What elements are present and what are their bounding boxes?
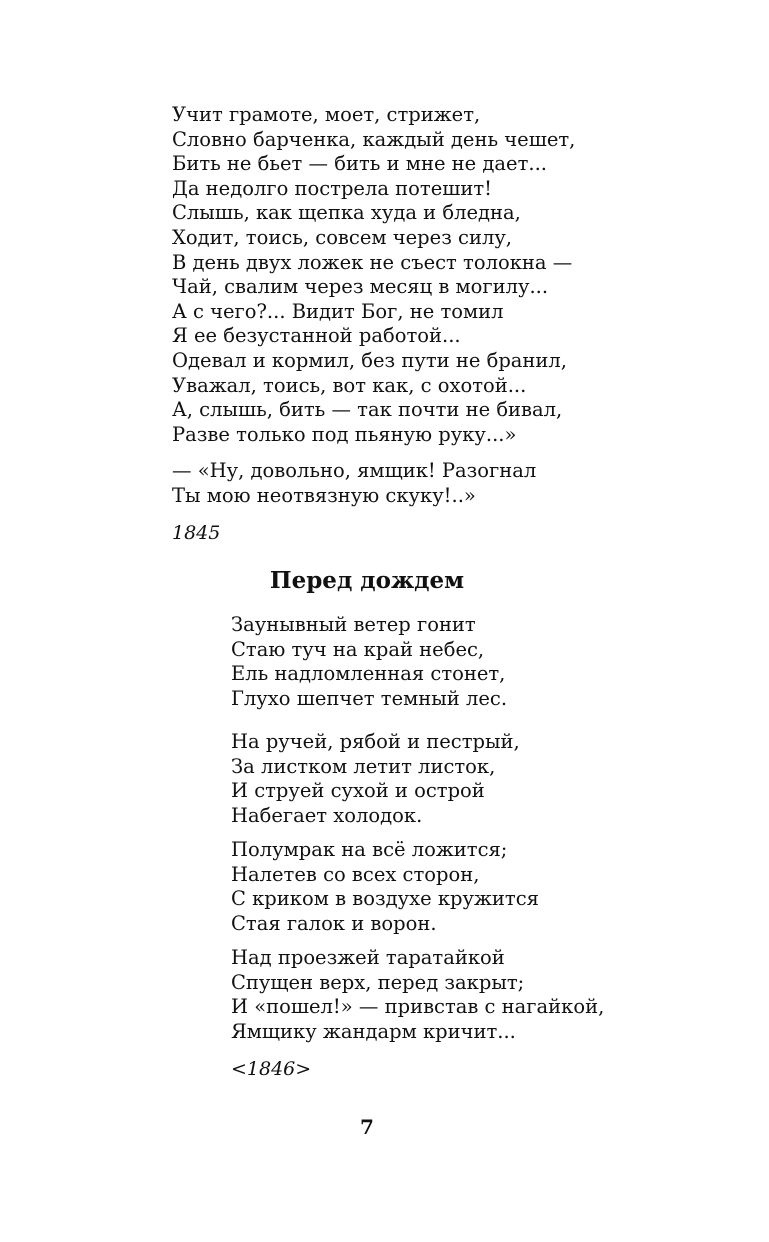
poem-line: В день двух ложек не съест толокна —	[172, 250, 573, 274]
poem-line: Ель надломленная стонет,	[231, 662, 506, 686]
poem-line: Ты мою неотвязную скуку!..»	[172, 483, 476, 507]
poem-line: Одевал и кормил, без пути не бранил,	[172, 348, 568, 372]
poem-stanza	[231, 946, 604, 1044]
poem-line: Учит грамоте, моет, стрижет,	[172, 103, 481, 126]
poem-stanza	[172, 459, 536, 508]
page-number: 7	[360, 1115, 374, 1139]
poem-line: Ямщику жандарм кричит...	[231, 1019, 516, 1043]
poem-line: Уважал, тоись, вот как, с охотой...	[172, 373, 527, 397]
poem-line: С криком в воздухе кружится	[231, 887, 539, 911]
poem-line: И струей сухой и острой	[231, 779, 485, 803]
poem-line: И «пошел!» — привстав с нагайкой,	[231, 995, 605, 1019]
poem-line: Над проезжей таратайкой	[231, 946, 505, 969]
poem-line: Полумрак на всё ложится;	[231, 838, 508, 861]
poem-stanza	[172, 103, 575, 447]
poem-line: За листком летит листок,	[231, 754, 496, 778]
poem-line: Набегает холодок.	[231, 803, 423, 827]
poem-line: Чай, свалим через месяц в могилу...	[172, 275, 549, 299]
poem-title: Перед дождем	[269, 567, 465, 594]
poem-stanza	[231, 838, 539, 936]
poem-line: Стаю туч на край небес,	[231, 637, 485, 661]
poem-line: Разве только под пьяную руку...»	[172, 422, 517, 446]
poem-line: Словно барченка, каждый день чешет,	[172, 127, 576, 151]
poem-line: Ходит, тоись, совсем через силу,	[172, 225, 513, 249]
poem-date: <1846>	[231, 1058, 312, 1080]
poem-line: Да недолго пострела потешит!	[172, 176, 492, 200]
poem-stanza	[231, 730, 520, 828]
poem-date: 1845	[172, 522, 221, 544]
poem-line: Налетев со всех сторон,	[231, 862, 480, 886]
poem-stanza	[231, 613, 507, 711]
poem-line: — «Ну, довольно, ямщик! Разогнал	[172, 459, 537, 482]
poem-line: Бить не бьет — бить и мне не дает...	[172, 152, 547, 176]
poem-line: А с чего?... Видит Бог, не томил	[172, 299, 504, 323]
poem-line: Я ее безустанной работой...	[172, 324, 461, 348]
poem-line: Глухо шепчет темный лес.	[231, 686, 508, 710]
poem-line: Заунывный ветер гонит	[231, 613, 476, 636]
poem-line: А, слышь, бить — так почти не бивал,	[172, 398, 563, 422]
poem-line: На ручей, рябой и пестрый,	[231, 730, 520, 753]
poem-line: Спущен верх, перед закрыт;	[231, 970, 525, 994]
poem-line: Стая галок и ворон.	[231, 911, 437, 935]
poem-line: Слышь, как щепка худа и бледна,	[172, 201, 521, 225]
